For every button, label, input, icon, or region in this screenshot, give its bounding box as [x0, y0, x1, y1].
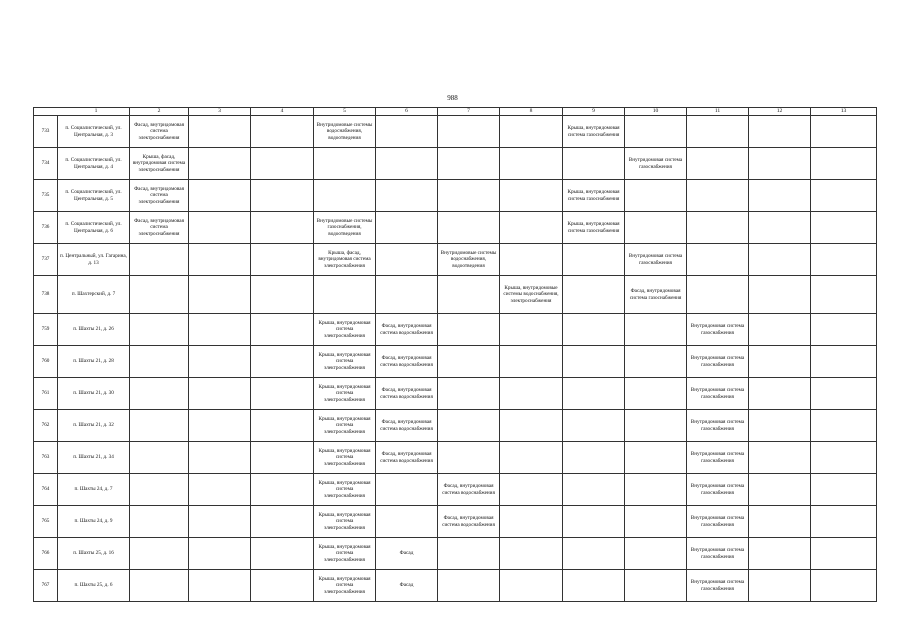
work-cell	[687, 180, 749, 212]
work-cell: Внутридомовая система газоснабжения	[687, 538, 749, 570]
work-cell: Крыша, внутридомовая система электроснабжения	[314, 474, 376, 506]
table-row	[34, 570, 877, 602]
work-cell	[251, 148, 314, 180]
address-cell: п. Шахты 21, д. 34	[58, 442, 130, 474]
work-cell	[251, 474, 314, 506]
work-cell	[500, 570, 563, 602]
work-cell	[251, 442, 314, 474]
work-cell: Фасад, внутридомовая система газоснабжения	[625, 276, 687, 314]
work-cell	[687, 148, 749, 180]
work-cell	[811, 442, 877, 474]
table-row	[34, 410, 877, 442]
work-cell	[376, 506, 438, 538]
work-cell: Фасад, внутридомовая система водоснабжения	[438, 506, 500, 538]
work-cell	[749, 410, 811, 442]
work-cell	[500, 410, 563, 442]
work-cell	[438, 314, 500, 346]
work-cell	[811, 474, 877, 506]
table-row	[34, 506, 877, 538]
work-cell	[500, 346, 563, 378]
table-row	[34, 378, 877, 410]
work-cell: Крыша, внутридомовая система электроснабжения	[314, 378, 376, 410]
work-cell	[563, 442, 625, 474]
page-number: 988	[447, 94, 458, 102]
work-cell	[189, 276, 251, 314]
work-cell: Крыша, внутридомовые системы водоснабжения, электроснабжения	[500, 276, 563, 314]
work-cell	[189, 116, 251, 148]
work-cell	[189, 212, 251, 244]
work-cell	[376, 474, 438, 506]
work-cell	[130, 276, 189, 314]
work-cell	[251, 212, 314, 244]
row-number-cell: 735	[34, 180, 58, 212]
work-cell	[376, 276, 438, 314]
work-cell: Внутридомовые системы водоснабжения, водоотведения	[438, 244, 500, 276]
work-cell	[500, 180, 563, 212]
work-cell	[687, 244, 749, 276]
work-cell	[438, 410, 500, 442]
work-cell	[189, 244, 251, 276]
row-number-cell: 737	[34, 244, 58, 276]
row-number-cell: 760	[34, 346, 58, 378]
work-cell	[500, 442, 563, 474]
work-cell	[130, 538, 189, 570]
work-cell	[130, 314, 189, 346]
work-cell: Фасад	[376, 570, 438, 602]
work-cell: Фасад, внутридомовая система электроснабжения	[130, 212, 189, 244]
row-number-cell: 733	[34, 116, 58, 148]
column-header: 1	[34, 108, 130, 116]
work-cell	[687, 116, 749, 148]
work-cell: Крыша, внутридомовая система газоснабжения	[563, 116, 625, 148]
work-cell	[438, 442, 500, 474]
address-cell: п. Социалистический, ул. Центральная, д. 6	[58, 212, 130, 244]
work-cell	[500, 474, 563, 506]
work-cell	[811, 276, 877, 314]
column-header: 7	[438, 108, 500, 116]
work-cell	[749, 148, 811, 180]
work-cell	[625, 212, 687, 244]
work-cell: Внутридомовая система газоснабжения	[687, 442, 749, 474]
work-cell	[749, 474, 811, 506]
work-cell	[189, 346, 251, 378]
work-cell	[130, 570, 189, 602]
address-cell: п. Социалистический, ул. Центральная, д. 3	[58, 116, 130, 148]
work-cell	[251, 410, 314, 442]
table-row	[34, 180, 877, 212]
table-row	[34, 474, 877, 506]
work-cell	[749, 314, 811, 346]
work-cell	[687, 276, 749, 314]
work-cell	[376, 244, 438, 276]
row-number-cell: 734	[34, 148, 58, 180]
row-number-cell: 759	[34, 314, 58, 346]
column-header: 6	[376, 108, 438, 116]
work-cell	[625, 314, 687, 346]
work-cell	[500, 148, 563, 180]
column-header: 8	[500, 108, 563, 116]
work-cell	[251, 276, 314, 314]
work-cell	[811, 148, 877, 180]
work-cell: Крыша, внутридомовая система электроснабжения	[314, 410, 376, 442]
column-header: 13	[811, 108, 877, 116]
work-cell	[749, 346, 811, 378]
work-cell: Фасад	[376, 538, 438, 570]
work-cell	[625, 506, 687, 538]
work-cell	[563, 538, 625, 570]
work-cell	[314, 276, 376, 314]
row-number-cell: 764	[34, 474, 58, 506]
work-cell	[625, 538, 687, 570]
work-cell	[189, 474, 251, 506]
work-cell: Внутридомовая система газоснабжения	[687, 570, 749, 602]
table-row	[34, 244, 877, 276]
work-cell	[811, 378, 877, 410]
work-cell: Внутридомовая система газоснабжения	[625, 148, 687, 180]
work-cell	[749, 116, 811, 148]
work-cell	[500, 116, 563, 148]
work-cell: Фасад, внутридомовая система водоснабжения	[376, 410, 438, 442]
address-cell: п. Шахты 24, д. 7	[58, 474, 130, 506]
work-cell	[376, 180, 438, 212]
work-cell	[189, 410, 251, 442]
work-cell	[189, 538, 251, 570]
work-cell	[438, 570, 500, 602]
work-cell	[563, 474, 625, 506]
work-cell	[811, 506, 877, 538]
work-cell	[811, 538, 877, 570]
address-cell: п. Шахтерский, д. 7	[58, 276, 130, 314]
address-cell: п. Шахты 21, д. 26	[58, 314, 130, 346]
address-cell: п. Шахты 24, д. 9	[58, 506, 130, 538]
work-cell	[563, 244, 625, 276]
work-cell	[811, 570, 877, 602]
address-cell: п. Шахты 25, д. 16	[58, 538, 130, 570]
work-cell	[251, 116, 314, 148]
table-row	[34, 538, 877, 570]
row-number-cell: 761	[34, 378, 58, 410]
work-cell	[376, 148, 438, 180]
work-cell: Крыша, внутридомовая система электроснабжения	[314, 346, 376, 378]
work-cell: Фасад, внутридомовая система электроснабжения	[130, 116, 189, 148]
column-header-row	[34, 108, 877, 116]
work-cell	[189, 442, 251, 474]
work-cell: Крыша, внутридомовая система газоснабжения	[563, 212, 625, 244]
address-cell: п. Шахты 21, д. 28	[58, 346, 130, 378]
address-cell: п. Шахты 21, д. 30	[58, 378, 130, 410]
work-cell	[130, 442, 189, 474]
work-cell: Крыша, фасад, внутридомовая система электроснабжения	[314, 244, 376, 276]
work-cell	[189, 180, 251, 212]
table-row	[34, 148, 877, 180]
column-header: 5	[314, 108, 376, 116]
works-table	[33, 107, 877, 602]
work-cell	[189, 314, 251, 346]
work-cell: Внутридомовые системы водоснабжения, водоотведения	[314, 116, 376, 148]
work-cell: Крыша, внутридомовая система электроснабжения	[314, 442, 376, 474]
work-cell	[500, 314, 563, 346]
column-header: 12	[749, 108, 811, 116]
work-cell	[189, 148, 251, 180]
work-cell	[130, 346, 189, 378]
work-cell	[251, 244, 314, 276]
address-cell: п. Шахты 25, д. 6	[58, 570, 130, 602]
work-cell	[376, 212, 438, 244]
work-cell	[811, 346, 877, 378]
work-cell	[251, 378, 314, 410]
row-number-cell: 766	[34, 538, 58, 570]
work-cell: Внутридомовая система газоснабжения	[625, 244, 687, 276]
work-cell	[130, 474, 189, 506]
table-row	[34, 276, 877, 314]
work-cell	[625, 378, 687, 410]
work-cell	[130, 244, 189, 276]
work-cell: Крыша, фасад, внутридомовая система электроснабжения	[130, 148, 189, 180]
work-cell	[500, 244, 563, 276]
column-header: 9	[563, 108, 625, 116]
work-cell	[811, 116, 877, 148]
work-cell	[130, 378, 189, 410]
work-cell	[625, 474, 687, 506]
work-cell	[438, 116, 500, 148]
work-cell	[749, 570, 811, 602]
work-cell	[749, 378, 811, 410]
work-cell	[749, 538, 811, 570]
work-cell	[749, 276, 811, 314]
work-cell	[500, 538, 563, 570]
work-cell: Фасад, внутридомовая система водоснабжения	[376, 314, 438, 346]
work-cell: Внутридомовая система газоснабжения	[687, 378, 749, 410]
work-cell	[749, 506, 811, 538]
work-cell	[500, 506, 563, 538]
address-cell: п. Социалистический, ул. Центральная, д. 5	[58, 180, 130, 212]
row-number-cell: 763	[34, 442, 58, 474]
work-cell	[314, 180, 376, 212]
work-cell	[438, 276, 500, 314]
column-header: 10	[625, 108, 687, 116]
work-cell: Фасад, внутридомовая система водоснабжения	[376, 346, 438, 378]
work-cell	[130, 410, 189, 442]
work-cell	[189, 570, 251, 602]
work-cell	[251, 570, 314, 602]
work-cell	[749, 442, 811, 474]
work-cell: Внутридомовая система газоснабжения	[687, 410, 749, 442]
work-cell	[563, 378, 625, 410]
work-cell	[811, 244, 877, 276]
column-header: 4	[251, 108, 314, 116]
work-cell	[563, 410, 625, 442]
column-header: 3	[189, 108, 251, 116]
work-cell	[625, 410, 687, 442]
work-cell: Крыша, внутридомовая система газоснабжения	[563, 180, 625, 212]
address-cell: п. Центральный, ул. Гагарина, д. 13	[58, 244, 130, 276]
work-cell	[749, 244, 811, 276]
work-cell: Внутридомовая система газоснабжения	[687, 314, 749, 346]
work-cell	[189, 506, 251, 538]
work-cell	[438, 148, 500, 180]
work-cell: Крыша, внутридомовая система электроснабжения	[314, 538, 376, 570]
address-cell: п. Шахты 21, д. 32	[58, 410, 130, 442]
work-cell	[625, 442, 687, 474]
work-cell	[189, 378, 251, 410]
work-cell: Крыша, внутридомовая система электроснабжения	[314, 506, 376, 538]
work-cell	[251, 538, 314, 570]
work-cell	[438, 378, 500, 410]
table-row	[34, 442, 877, 474]
work-cell: Внутридомовая система газоснабжения	[687, 506, 749, 538]
work-cell	[811, 410, 877, 442]
work-cell	[811, 314, 877, 346]
work-cell	[130, 506, 189, 538]
column-header: 11	[687, 108, 749, 116]
work-cell	[251, 506, 314, 538]
work-cell: Фасад, внутридомовая система водоснабжения	[376, 378, 438, 410]
work-cell	[376, 116, 438, 148]
work-cell	[563, 148, 625, 180]
work-cell	[563, 314, 625, 346]
work-cell	[563, 570, 625, 602]
work-cell	[563, 276, 625, 314]
work-cell: Внутридомовая система газоснабжения	[687, 474, 749, 506]
column-header: 2	[130, 108, 189, 116]
work-cell: Фасад, внутридомовая система водоснабжения	[376, 442, 438, 474]
work-cell	[438, 346, 500, 378]
work-cell	[811, 212, 877, 244]
work-cell	[563, 346, 625, 378]
work-cell: Фасад, внутридомовая система водоснабжения	[438, 474, 500, 506]
work-cell	[314, 148, 376, 180]
work-cell: Крыша, внутридомовая система электроснабжения	[314, 314, 376, 346]
work-cell	[500, 378, 563, 410]
work-cell	[438, 538, 500, 570]
work-cell	[625, 180, 687, 212]
work-cell	[438, 180, 500, 212]
row-number-cell: 765	[34, 506, 58, 538]
work-cell	[625, 116, 687, 148]
work-cell	[687, 212, 749, 244]
address-cell: п. Социалистический, ул. Центральная, д. 4	[58, 148, 130, 180]
work-cell	[811, 180, 877, 212]
row-number-cell: 738	[34, 276, 58, 314]
work-cell	[438, 212, 500, 244]
work-cell	[500, 212, 563, 244]
work-cell	[625, 570, 687, 602]
table-row	[34, 314, 877, 346]
table-row	[34, 116, 877, 148]
work-cell	[625, 346, 687, 378]
table-row	[34, 346, 877, 378]
work-cell	[749, 212, 811, 244]
work-cell: Внутридомовая система газоснабжения	[687, 346, 749, 378]
row-number-cell: 767	[34, 570, 58, 602]
work-cell: Внутридомовые системы газоснабжения, водоотведения	[314, 212, 376, 244]
row-number-cell: 762	[34, 410, 58, 442]
work-cell: Фасад, внутридомовая система электроснабжения	[130, 180, 189, 212]
work-cell	[251, 314, 314, 346]
work-cell	[749, 180, 811, 212]
work-cell	[563, 506, 625, 538]
work-cell: Крыша, внутридомовая система электроснабжения	[314, 570, 376, 602]
table-row	[34, 212, 877, 244]
row-number-cell: 736	[34, 212, 58, 244]
work-cell	[251, 180, 314, 212]
work-cell	[251, 346, 314, 378]
